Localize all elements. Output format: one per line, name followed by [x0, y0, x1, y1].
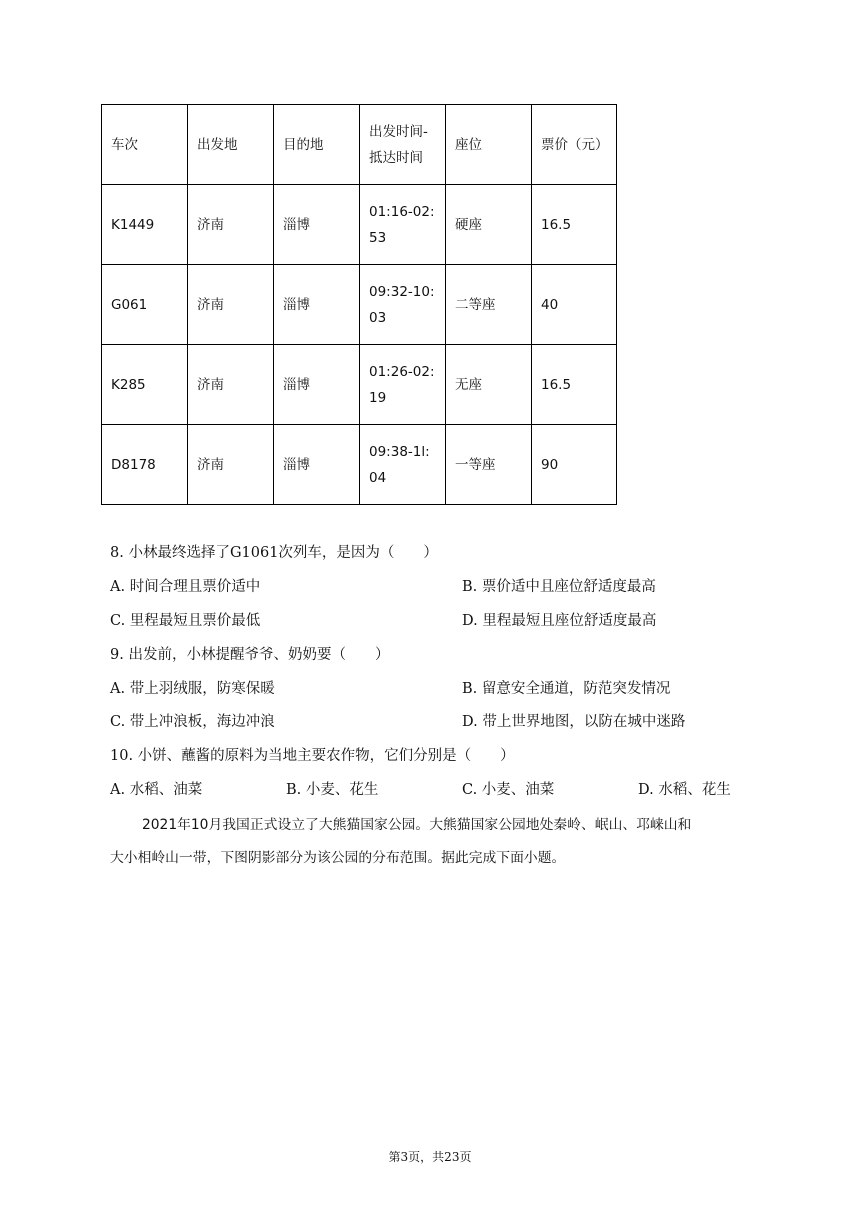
- cell-price: 16.5: [532, 345, 617, 425]
- header-time: [360, 105, 446, 185]
- table-row: [102, 185, 617, 265]
- cell-price: 90: [532, 425, 617, 505]
- question-10-option-a: A. 水稻、油菜: [110, 782, 203, 798]
- cell-time: [360, 265, 446, 345]
- question-8-option-d: D. 里程最短且座位舒适度最高: [462, 613, 657, 629]
- question-10-option-c: C. 小麦、油菜: [462, 782, 555, 798]
- cell-train-no: K285: [102, 345, 188, 425]
- cell-destination: 淄博: [274, 265, 360, 345]
- table-row: [102, 345, 617, 425]
- cell-destination: 淄博: [274, 425, 360, 505]
- question-9-stem: 9. 出发前，小林提醒爷爷、奶奶要（ ）: [110, 647, 390, 663]
- header-destination: 目的地: [274, 105, 360, 185]
- header-departure: 出发地: [188, 105, 274, 185]
- cell-departure: 济南: [188, 265, 274, 345]
- header-time-line2: 抵达时间: [369, 149, 423, 166]
- cell-time-line2: 19: [369, 389, 387, 406]
- question-10-option-d: D. 水稻、花生: [638, 782, 731, 798]
- table-header-row: [102, 105, 617, 185]
- cell-departure: 济南: [188, 345, 274, 425]
- cell-time-line2: 53: [369, 229, 387, 246]
- cell-seat: 一等座: [446, 425, 532, 505]
- cell-time-line2: 03: [369, 309, 387, 326]
- cell-time: [360, 185, 446, 265]
- cell-destination: 淄博: [274, 345, 360, 425]
- cell-time-line1: 09:38-1l:: [369, 443, 430, 460]
- header-price: 票价（元）: [532, 105, 617, 185]
- cell-time: [360, 345, 446, 425]
- page-footer: 第3页，共23页: [388, 1150, 472, 1164]
- passage-line-1: 2021年10月我国正式设立了大熊猫国家公园。大熊猫国家公园地处秦岭、岷山、邛崃山和: [142, 817, 692, 833]
- cell-time-line1: 09:32-10:: [369, 283, 435, 300]
- cell-seat: 二等座: [446, 265, 532, 345]
- cell-departure: 济南: [188, 185, 274, 265]
- question-9-option-d: D. 带上世界地图，以防在城中迷路: [462, 714, 686, 730]
- question-8-option-b: B. 票价适中且座位舒适度最高: [462, 579, 656, 595]
- passage-line-2: 大小相岭山一带，下图阴影部分为该公园的分布范围。据此完成下面小题。: [110, 850, 566, 866]
- cell-train-no: G061: [102, 265, 188, 345]
- cell-time-line1: 01:26-02:: [369, 363, 435, 380]
- cell-price: 40: [532, 265, 617, 345]
- question-10-option-b: B. 小麦、花生: [286, 782, 379, 798]
- cell-destination: 淄博: [274, 185, 360, 265]
- question-8-option-c: C. 里程最短且票价最低: [110, 613, 261, 629]
- question-9-option-b: B. 留意安全通道，防范突发情况: [462, 681, 671, 697]
- cell-price: 16.5: [532, 185, 617, 265]
- cell-train-no: K1449: [102, 185, 188, 265]
- table-row: [102, 425, 617, 505]
- question-8-stem: 8. 小林最终选择了G1061次列车，是因为（ ）: [110, 545, 438, 561]
- question-9-option-a: A. 带上羽绒服，防寒保暖: [110, 681, 275, 697]
- header-seat: 座位: [446, 105, 532, 185]
- table-row: [102, 265, 617, 345]
- train-schedule-table: [101, 104, 617, 505]
- cell-departure: 济南: [188, 425, 274, 505]
- cell-time: [360, 425, 446, 505]
- header-train-no: 车次: [102, 105, 188, 185]
- question-10-stem: 10. 小饼、蘸酱的原料为当地主要农作物，它们分别是（ ）: [110, 748, 515, 764]
- cell-time-line2: 04: [369, 469, 387, 486]
- question-9-option-c: C. 带上冲浪板，海边冲浪: [110, 714, 275, 730]
- cell-time-line1: 01:16-02:: [369, 203, 435, 220]
- cell-seat: 无座: [446, 345, 532, 425]
- header-time-line1: 出发时间-: [369, 123, 428, 140]
- question-8-option-a: A. 时间合理且票价适中: [110, 579, 261, 595]
- cell-train-no: D8178: [102, 425, 188, 505]
- passage: [110, 809, 750, 875]
- cell-seat: 硬座: [446, 185, 532, 265]
